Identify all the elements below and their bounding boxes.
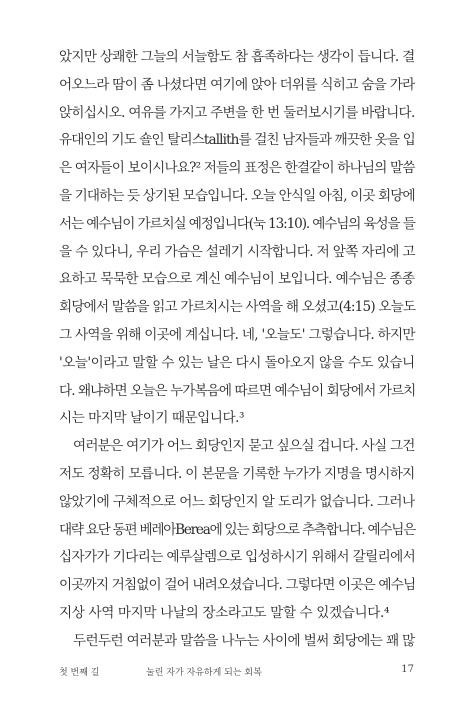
text-line: 요하고 묵묵한 모습으로 계신 예수님이 보입니다. 예수님은 종종 (59, 271, 415, 288)
page-number: 17 (401, 664, 414, 675)
text-line: 시는 마지막 날이기 때문입니다.³ (59, 410, 244, 427)
text-line: 두런두런 여러분과 말씀을 나누는 사이에 벌써 회당에는 꽤 많 (73, 632, 415, 649)
text-line: 이곳까지 거침없이 걸어 내려오셨습니다. 그렇다면 이곳은 예수님 (59, 577, 416, 594)
footer-book-title: 눌린 자가 자유하게 되는 회복 (146, 668, 262, 678)
text-line: 저도 정확히 모릅니다. 이 본문을 기록한 누가가 지명을 명시하지 (59, 465, 415, 482)
text-line: 을 기대하는 듯 상기된 모습입니다. 오늘 안식일 아침, 이곳 회당에 (59, 187, 415, 204)
text-line: 대략 요단 동편 베레아Berea에 있는 회당으로 추측합니다. 예수님은 (59, 521, 416, 538)
text-line: 은 여자들이 보이시나요?² 저들의 표정은 한결같이 하나님의 말씀 (59, 160, 415, 177)
text-line: 회당에서 말씀을 읽고 가르치시는 사역을 해 오셨고(4:15) 오늘도 (59, 299, 416, 316)
text-line: 앉히십시오. 여유를 가지고 주변을 한 번 둘러보시기를 바랍니다. (59, 104, 415, 121)
text-line: 그 사역을 위해 이곳에 계십니다. 네, '오늘도' 그렇습니다. 하지만 (59, 326, 415, 343)
text-line: 여러분은 여기가 어느 회당인지 묻고 싶으실 겁니다. 사실 그건 (73, 438, 415, 455)
text-line: 다. 왜냐하면 오늘은 누가복음에 따르면 예수님이 회당에서 가르치 (59, 382, 416, 399)
text-line: '오늘'이라고 말할 수 있는 날은 다시 돌아오지 않을 수도 있습니 (59, 354, 415, 371)
text-line: 지상 사역 마지막 나날의 장소라고도 말할 수 있겠습니다.⁴ (59, 604, 390, 621)
text-line: 유대인의 기도 숄인 탈리스tallith를 걸친 남자들과 깨끗한 옷을 입 (59, 132, 415, 149)
text-line: 았지만 상쾌한 그늘의 서늘함도 참 흡족하다는 생각이 듭니다. 결 (59, 49, 415, 65)
body-text (59, 44, 419, 656)
text-line: 않았기에 구체적으로 어느 회당인지 알 도리가 없습니다. 그러나 (59, 493, 415, 510)
text-line: 어오느라 땀이 좀 나셨다면 여기에 앉아 더위를 식히고 숨을 가라 (59, 76, 415, 93)
text-line: 서는 예수님이 가르치실 예정입니다(눅 13:10). 예수님의 육성을 들 (59, 215, 415, 232)
footer-chapter: 첫 번째 길 (59, 668, 100, 678)
text-line: 십자가가 기다리는 예루살렘으로 입성하시기 위해서 갈릴리에서 (59, 549, 416, 566)
text-line: 을 수 있다니, 우리 가슴은 설레기 시작합니다. 저 앞쪽 자리에 고 (59, 243, 415, 260)
page-footer (59, 665, 414, 679)
